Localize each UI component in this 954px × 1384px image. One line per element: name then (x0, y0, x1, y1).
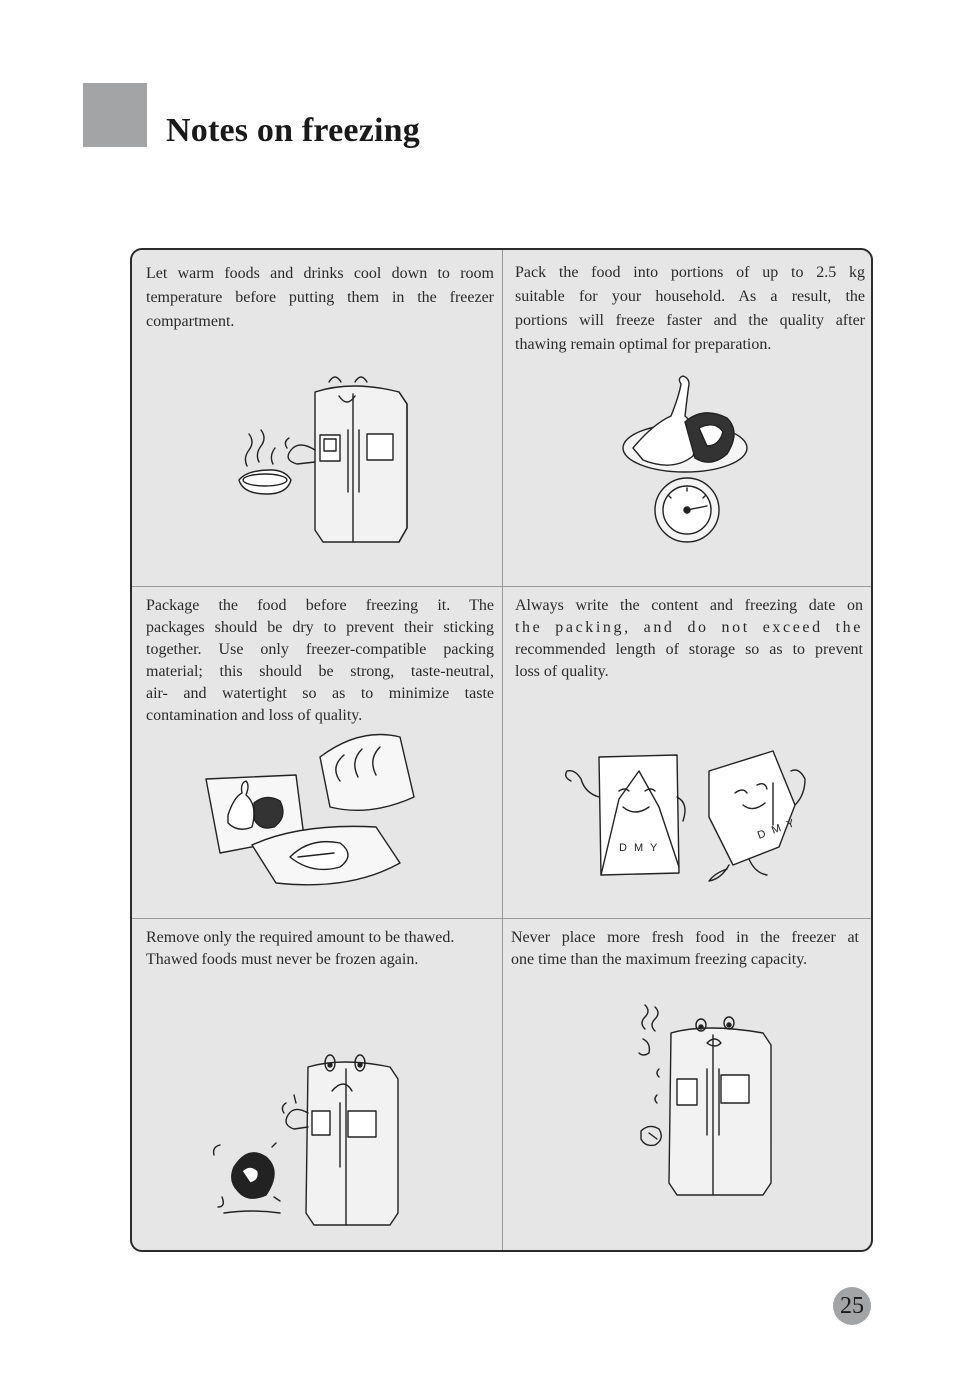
package-date-label: D M Y (619, 842, 660, 854)
note-text (515, 261, 865, 357)
section-marker (83, 83, 147, 147)
text-line: packages should be dry to prevent their sticking (146, 619, 494, 636)
text-line: Always write the content and freezing date on (515, 597, 863, 614)
text-line: together. Use only freezer-compatible packing (146, 641, 494, 658)
note-text (146, 262, 494, 334)
text-line: air- and watertight so as to minimize taste (146, 685, 494, 702)
text-line: one time than the maximum freezing capacity. (511, 951, 808, 968)
text-line: material; this should be strong, taste-neutral, (146, 663, 494, 680)
note-cell-cool-down (132, 250, 502, 586)
kitchen-scale-with-meat-icon (623, 376, 753, 542)
text-line: portions will freeze faster and the quality after (515, 312, 865, 329)
text-line: recommended length of storage so as to prevent (515, 641, 863, 658)
text-line: Never place more fresh food in the freezer at (511, 929, 859, 946)
text-line: the packing, and do not exceed the (515, 619, 863, 636)
note-cell-capacity (503, 919, 873, 1252)
note-text (511, 927, 859, 971)
note-cell-portions (503, 250, 873, 586)
sad-fridge-with-thawed-meat-icon (202, 1047, 412, 1237)
note-text (146, 595, 494, 727)
package-date-label: D M Y (755, 816, 798, 842)
page-number-badge: 25 (833, 1287, 871, 1325)
text-line: suitable for your household. As a result, the (515, 288, 865, 305)
text-line: temperature before putting them in the freezer (146, 289, 494, 306)
note-text (515, 595, 863, 683)
text-line: Remove only the required amount to be thawed. (146, 929, 455, 946)
notes-panel (130, 248, 873, 1252)
text-line: Pack the food into portions of up to 2.5 kg (515, 264, 865, 281)
text-line: Package the food before freezing it. The (146, 597, 494, 614)
text-line: compartment. (146, 313, 235, 330)
note-cell-thaw (132, 919, 502, 1252)
page-title: Notes on freezing (166, 112, 420, 149)
wrapped-food-packages-icon (200, 727, 420, 897)
text-line: contamination and loss of quality. (146, 707, 363, 724)
note-text (146, 927, 496, 971)
note-cell-package (132, 587, 502, 918)
overloaded-fridge-icon (635, 1009, 775, 1209)
note-cell-label (503, 587, 873, 918)
labelled-food-packages-icon (559, 747, 819, 887)
text-line: loss of quality. (515, 663, 609, 680)
text-line: Let warm foods and drinks cool down to room (146, 265, 494, 282)
smiling-fridge-with-hot-bowl-icon (227, 370, 417, 550)
text-line: Thawed foods must never be frozen again. (146, 951, 419, 968)
text-line: thawing remain optimal for preparation. (515, 336, 772, 353)
